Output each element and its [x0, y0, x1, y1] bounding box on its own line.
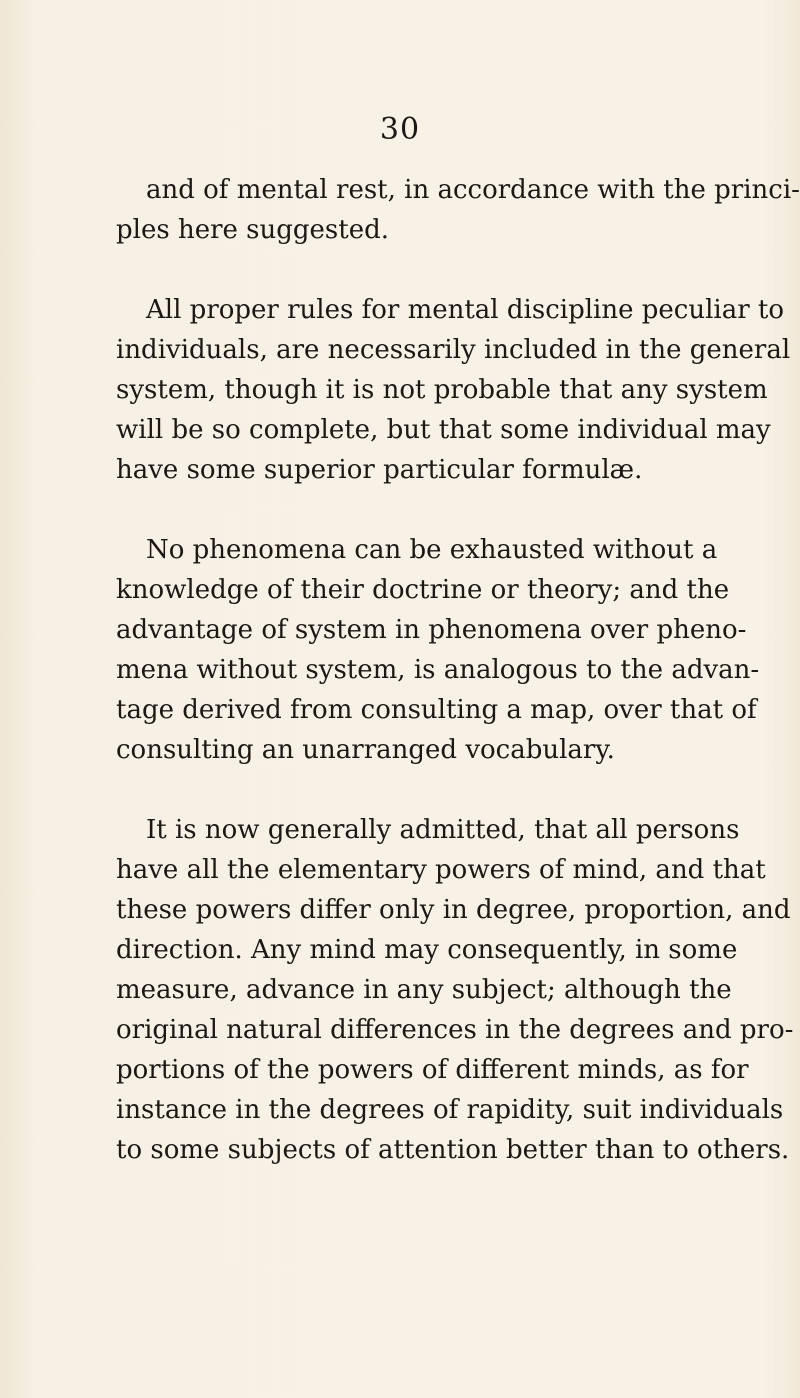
text-line: will be so complete, but that some individual may [116, 415, 771, 445]
text-line: ples here suggested. [116, 215, 390, 245]
text-line: system, though it is not probable that any system [116, 375, 768, 405]
text-line: have some superior particular formulæ. [116, 455, 643, 485]
paragraph-2 [116, 290, 791, 490]
text-line: tage derived from consulting a map, over that of [116, 695, 757, 725]
text-line: No phenomena can be exhausted without a [146, 535, 718, 565]
body-text [116, 170, 800, 1210]
text-line: portions of the powers of different minds, as for [116, 1055, 749, 1085]
text-line: original natural differences in the degrees and pro- [116, 1015, 794, 1045]
text-line: measure, advance in any subject; although the [116, 975, 732, 1005]
text-line: advantage of system in phenomena over pheno- [116, 615, 747, 645]
text-line: mena without system, is analogous to the advan- [116, 655, 760, 685]
paragraph-1 [116, 170, 800, 250]
paragraph-3 [116, 530, 760, 770]
text-line: All proper rules for mental discipline peculiar to [146, 295, 785, 325]
text-line: individuals, are necessarily included in the general [116, 335, 791, 365]
text-line: and of mental rest, in accordance with the princi- [146, 175, 800, 205]
page-number: 30 [379, 112, 421, 147]
text-line: It is now generally admitted, that all persons [146, 815, 740, 845]
text-line: knowledge of their doctrine or theory; and the [116, 575, 730, 605]
text-line: have all the elementary powers of mind, and that [116, 855, 766, 885]
text-line: instance in the degrees of rapidity, suit individuals [116, 1095, 784, 1125]
paragraph-4 [116, 810, 794, 1170]
text-line: consulting an unarranged vocabulary. [116, 735, 615, 765]
text-line: to some subjects of attention better than to others. [116, 1135, 790, 1165]
text-line: direction. Any mind may consequently, in some [116, 935, 738, 965]
text-line: these powers differ only in degree, proportion, and [116, 895, 791, 925]
